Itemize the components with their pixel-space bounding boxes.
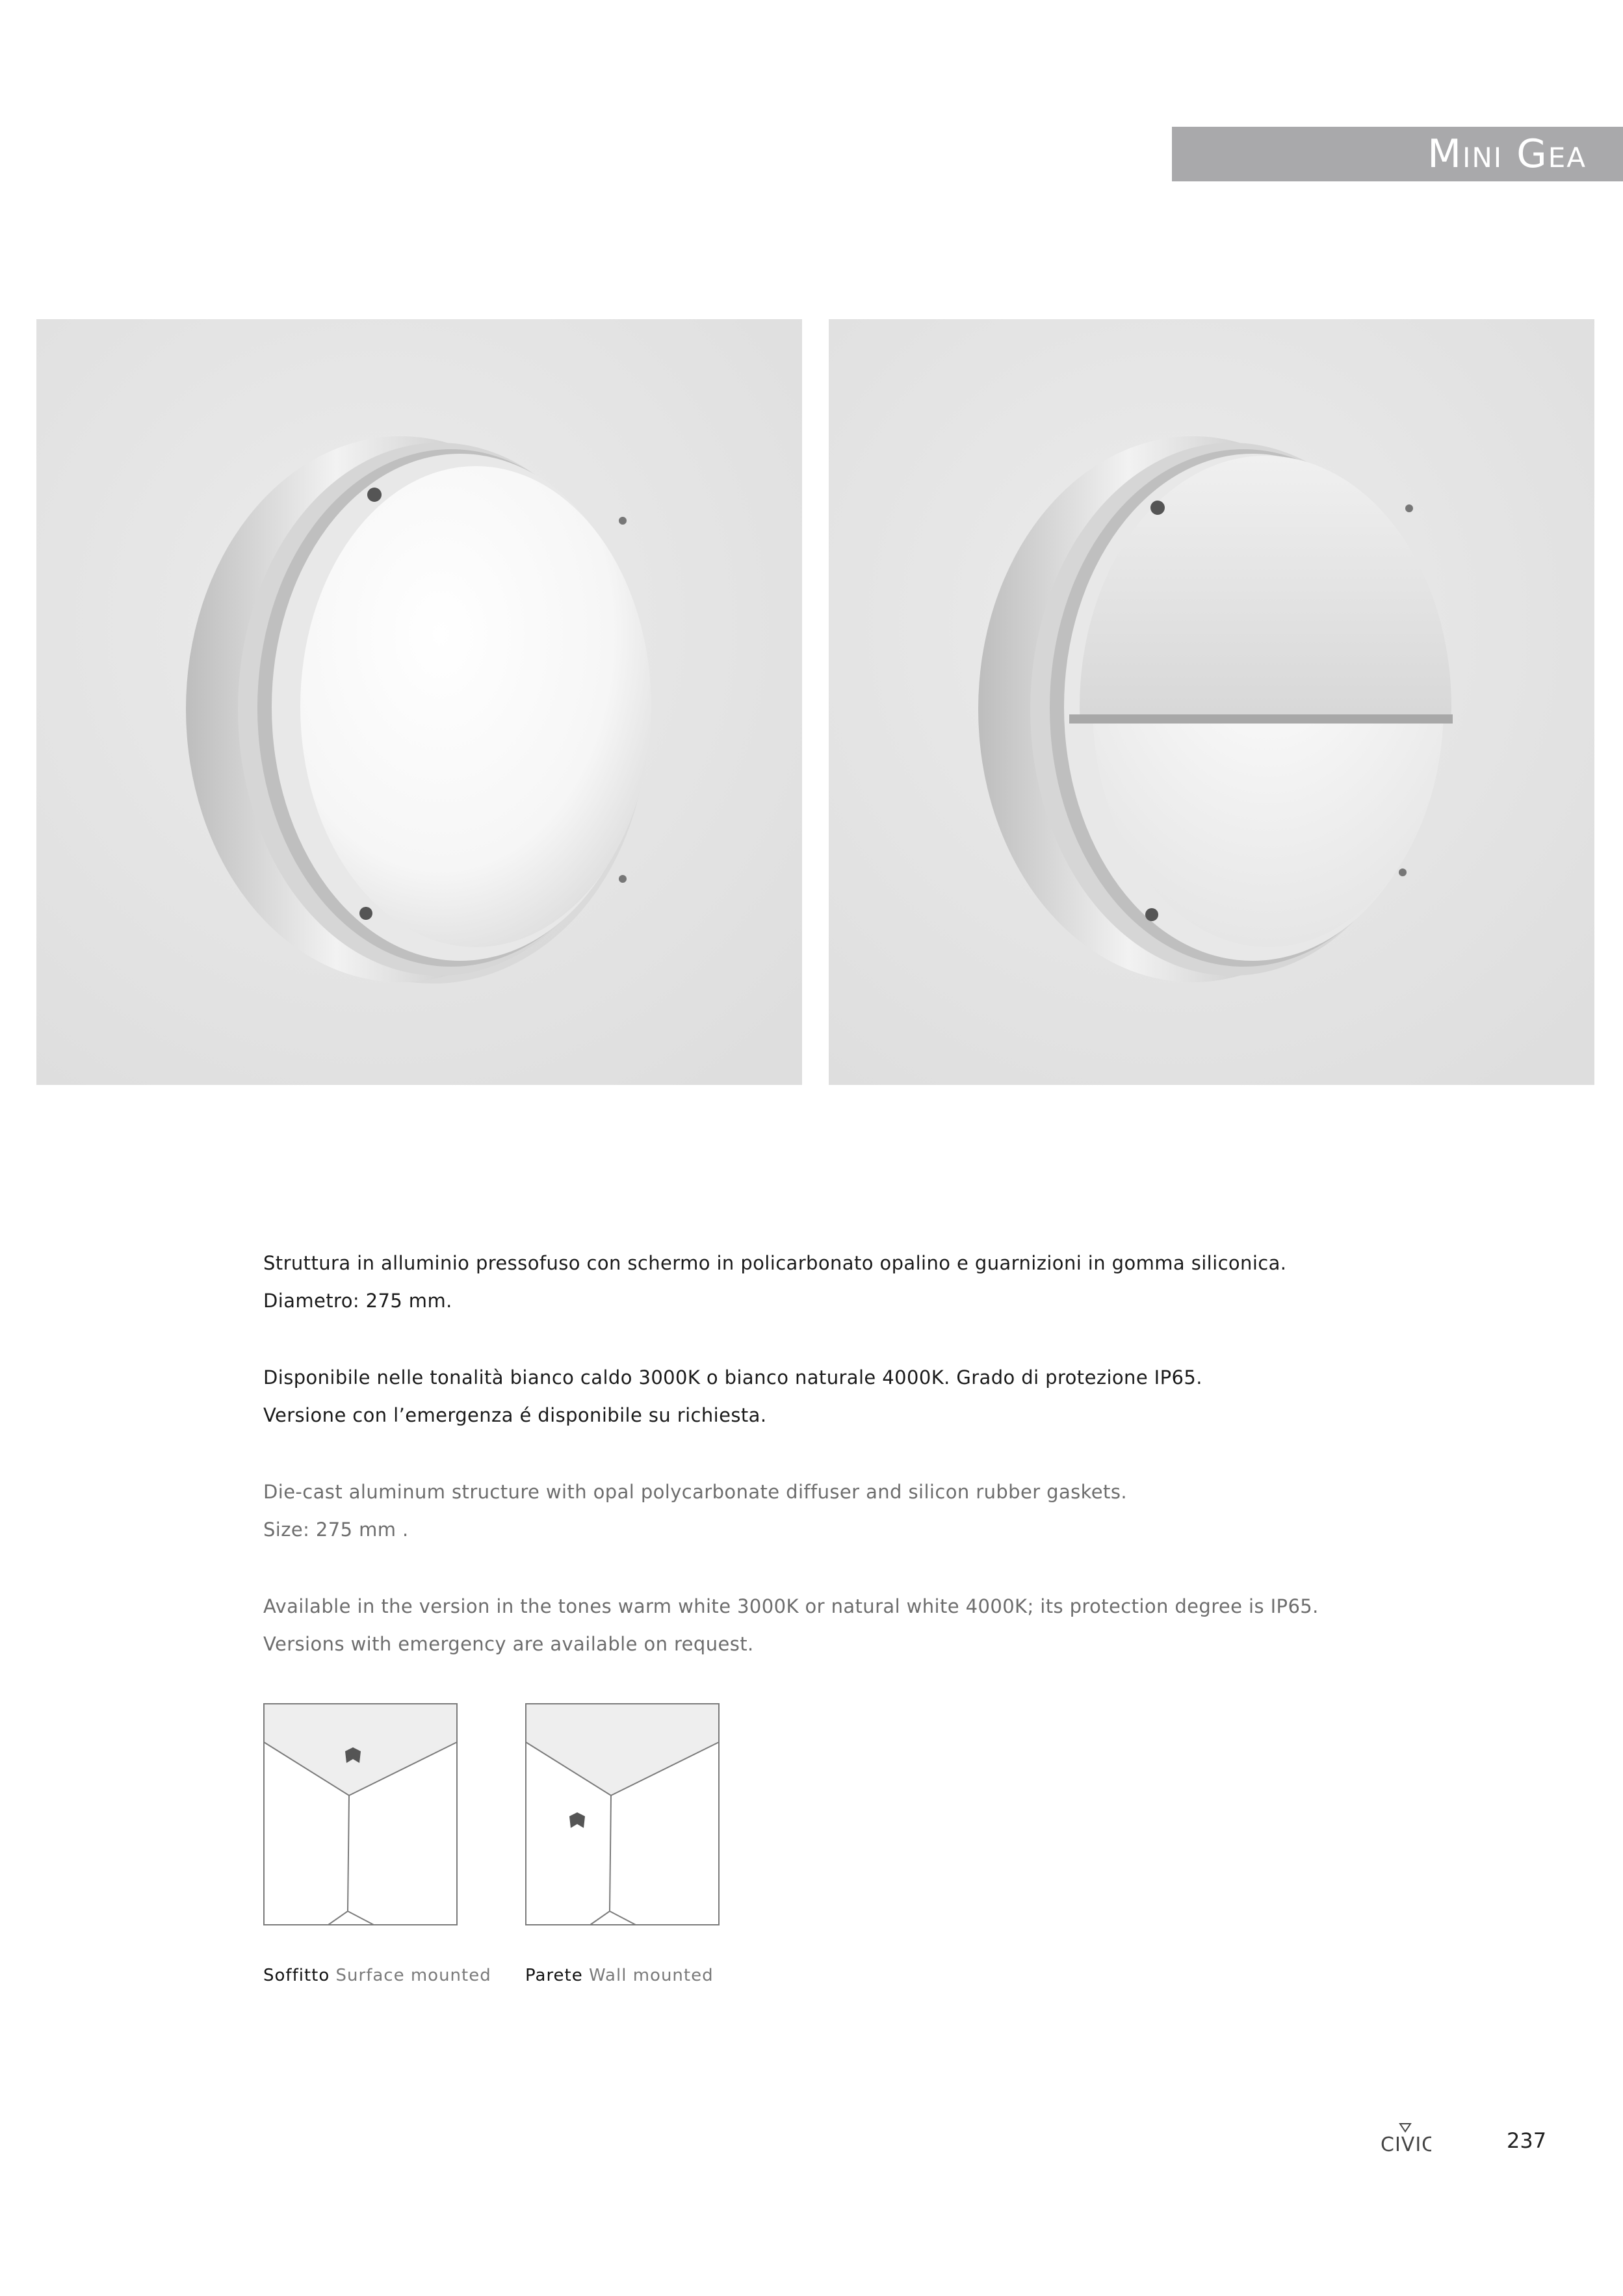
- page-number: 237: [1507, 2128, 1547, 2153]
- description-english: [263, 1473, 1368, 1548]
- wall-mount-label-it: Parete: [525, 1966, 583, 1985]
- description-en-line-2: Size: 275 mm .: [263, 1519, 409, 1541]
- civic-logo: [1379, 2122, 1431, 2155]
- ceiling-mount-caption: [263, 1966, 491, 1985]
- ceiling-mount-label-en: Surface mounted: [335, 1966, 491, 1985]
- product-photo-half-shade: [829, 319, 1594, 1085]
- description-en-line-4: Versions with emergency are available on request.: [263, 1633, 754, 1655]
- title-bar: [1172, 127, 1623, 181]
- description-it-line-4: Versione con l’emergenza é disponibile su richiesta.: [263, 1404, 767, 1426]
- description-english-availability: [263, 1587, 1368, 1663]
- description-it-line-3: Disponibile nelle tonalità bianco caldo 3000K o bianco naturale 4000K. Grado di protezione IP65.: [263, 1366, 1202, 1389]
- wall-mount-label-en: Wall mounted: [589, 1966, 714, 1985]
- wall-mount-caption: [525, 1966, 714, 1985]
- page-title: Mini Gea: [1427, 131, 1587, 177]
- wall-mount-diagram: [525, 1703, 720, 1925]
- description-it-line-2: Diametro: 275 mm.: [263, 1290, 452, 1312]
- description-en-line-1: Die-cast aluminum structure with opal polycarbonate diffuser and silicon rubber gaskets.: [263, 1481, 1127, 1503]
- product-photo-full-diffuser: [36, 319, 802, 1085]
- ceiling-mount-label-it: Soffitto: [263, 1966, 330, 1985]
- svg-text:CIVIC: CIVIC: [1381, 2133, 1431, 2155]
- ceiling-mount-diagram: [263, 1703, 458, 1925]
- description-italian: [263, 1244, 1368, 1320]
- description-italian-availability: [263, 1359, 1368, 1434]
- description-en-line-3: Available in the version in the tones warm white 3000K or natural white 4000K; its protection degree is IP65.: [263, 1595, 1319, 1617]
- description-it-line-1: Struttura in alluminio pressofuso con schermo in policarbonato opalino e guarnizioni in gomma siliconica.: [263, 1252, 1287, 1274]
